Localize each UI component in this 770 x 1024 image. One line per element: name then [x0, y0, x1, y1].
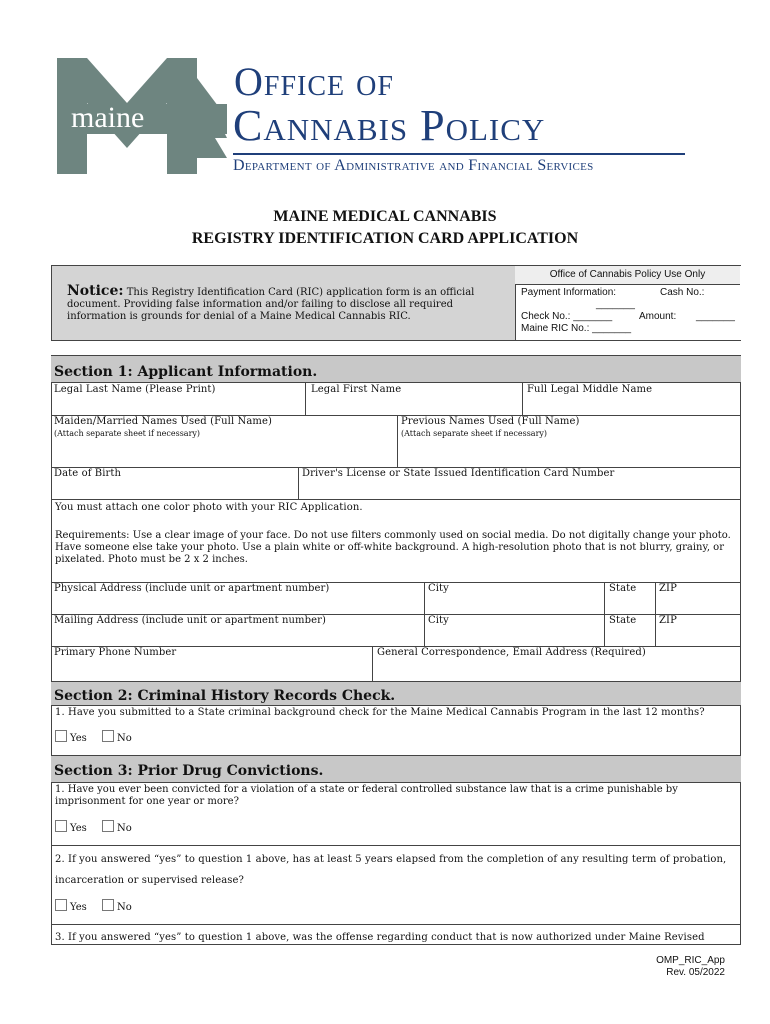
physical-zip-label: ZIP: [659, 583, 677, 594]
logo-cannabis-policy: Cannabis Policy: [233, 101, 546, 150]
cash-no-label: Cash No.:: [660, 287, 705, 298]
amount-label: Amount:: [639, 311, 677, 322]
maiden-names-note: (Attach separate sheet if necessary): [54, 429, 201, 438]
mailing-zip-label: ZIP: [659, 615, 677, 626]
form-id: OMP_RIC_App: [656, 955, 725, 966]
section2-no-label: No: [117, 733, 132, 744]
section2-yes-option[interactable]: [55, 730, 87, 744]
amount-blank: _______: [696, 311, 735, 322]
divider: [305, 383, 306, 415]
divider: [655, 614, 656, 646]
divider: [397, 415, 398, 467]
divider: [424, 614, 425, 646]
divider: [655, 582, 656, 614]
section2-heading: Section 2: Criminal History Records Check.: [51, 681, 741, 706]
section2-yes-label: Yes: [70, 733, 87, 744]
section3-q2-yes-label: Yes: [70, 902, 87, 913]
notice-body: This Registry Identification Card (RIC) application form is an official document. Providing false information and/or failing to disclose all required information is grounds for denial of a Maine Medical Cannabis RIC.: [67, 287, 475, 322]
photo-requirements: Requirements: Use a clear image of your face. Do not use filters commonly used on social media. Do not digitally change your photo. Have someone else take your photo. Use a plain white or off-white background. A high-resolution photo that is not blurry, grainy, or pixelated. Photo must be 2 x 2 inches.: [55, 530, 731, 565]
section3-q2-yes-checkbox[interactable]: [55, 899, 67, 911]
logo-office-of: Office of: [234, 59, 394, 104]
mailing-address-label: Mailing Address (include unit or apartment number): [54, 615, 327, 626]
form-title-line1: MAINE MEDICAL CANNABIS: [273, 208, 497, 225]
phone-label: Primary Phone Number: [54, 647, 177, 658]
divider: [51, 845, 741, 846]
logo-department: Department of Administrative and Financial Services: [233, 157, 594, 174]
previous-names-note: (Attach separate sheet if necessary): [401, 429, 548, 438]
section3-q2-no-option[interactable]: [102, 899, 132, 913]
mailing-state-label: State: [609, 615, 637, 626]
maiden-names-label: Maiden/Married Names Used (Full Name): [54, 416, 273, 427]
dob-label: Date of Birth: [54, 468, 122, 479]
section3-q2-no-label: No: [117, 902, 132, 913]
maine-logo-mark: [57, 58, 227, 174]
divider: [51, 499, 741, 500]
section3-q1-yes-label: Yes: [70, 823, 87, 834]
section3-question3: 3. If you answered “yes” to question 1 above, was the offense regarding conduct that is now authorized under Maine Revised: [55, 932, 705, 943]
divider: [298, 467, 299, 499]
section3-question1: 1. Have you ever been convicted for a violation of a state or federal controlled substance law that is a crime punishable by imprisonment for one year or more?: [55, 784, 678, 807]
physical-address-label: Physical Address (include unit or apartment number): [54, 583, 330, 594]
section3-q1-no-label: No: [117, 823, 132, 834]
divider: [51, 924, 741, 925]
physical-city-label: City: [428, 583, 449, 594]
section3-question2-line1: 2. If you answered “yes” to question 1 above, has at least 5 years elapsed from the completion of any resulting term of probation,: [55, 854, 727, 865]
cash-no-blank: _______: [596, 299, 635, 310]
section3-q1-no-option[interactable]: [102, 820, 132, 834]
section3-q1-yes-checkbox[interactable]: [55, 820, 67, 832]
divider: [372, 646, 373, 681]
section3-heading: Section 3: Prior Drug Convictions.: [51, 755, 741, 783]
notice-heading: Notice:: [67, 283, 124, 299]
first-name-label: Legal First Name: [311, 384, 402, 395]
payment-info-label: Payment Information:: [521, 287, 617, 298]
form-title-line2: REGISTRY IDENTIFICATION CARD APPLICATION: [191, 230, 579, 247]
section3-q2-yes-option[interactable]: [55, 899, 87, 913]
license-label: Driver's License or State Issued Identification Card Number: [302, 468, 615, 479]
section2-yes-checkbox[interactable]: [55, 730, 67, 742]
mailing-city-label: City: [428, 615, 449, 626]
office-use-heading: Office of Cannabis Policy Use Only: [515, 266, 740, 285]
check-no-label: Check No.: _______: [521, 311, 613, 322]
form-revision: Rev. 05/2022: [666, 967, 725, 978]
logo-mark-text: maine: [71, 101, 145, 134]
logo-rule: [233, 153, 685, 155]
last-name-label: Legal Last Name (Please Print): [54, 384, 216, 395]
divider: [522, 383, 523, 415]
email-label: General Correspondence, Email Address (Required): [377, 647, 646, 658]
section3-q1-no-checkbox[interactable]: [102, 820, 114, 832]
ric-no-label: Maine RIC No.: _______: [521, 323, 632, 334]
section3-q2-no-checkbox[interactable]: [102, 899, 114, 911]
notice-text: [67, 285, 507, 323]
previous-names-label: Previous Names Used (Full Name): [401, 416, 580, 427]
physical-state-label: State: [609, 583, 637, 594]
section2-question1: 1. Have you submitted to a State criminal background check for the Maine Medical Cannabis Program in the last 12 months?: [55, 707, 705, 718]
section2-no-option[interactable]: [102, 730, 132, 744]
photo-note: You must attach one color photo with your RIC Application.: [55, 502, 363, 513]
middle-name-label: Full Legal Middle Name: [527, 384, 653, 395]
section3-q1-yes-option[interactable]: [55, 820, 87, 834]
section3-question2-line2: incarceration or supervised release?: [55, 875, 245, 886]
divider: [604, 582, 605, 614]
section1-heading: Section 1: Applicant Information.: [51, 355, 741, 383]
section2-no-checkbox[interactable]: [102, 730, 114, 742]
divider: [424, 582, 425, 614]
divider: [604, 614, 605, 646]
